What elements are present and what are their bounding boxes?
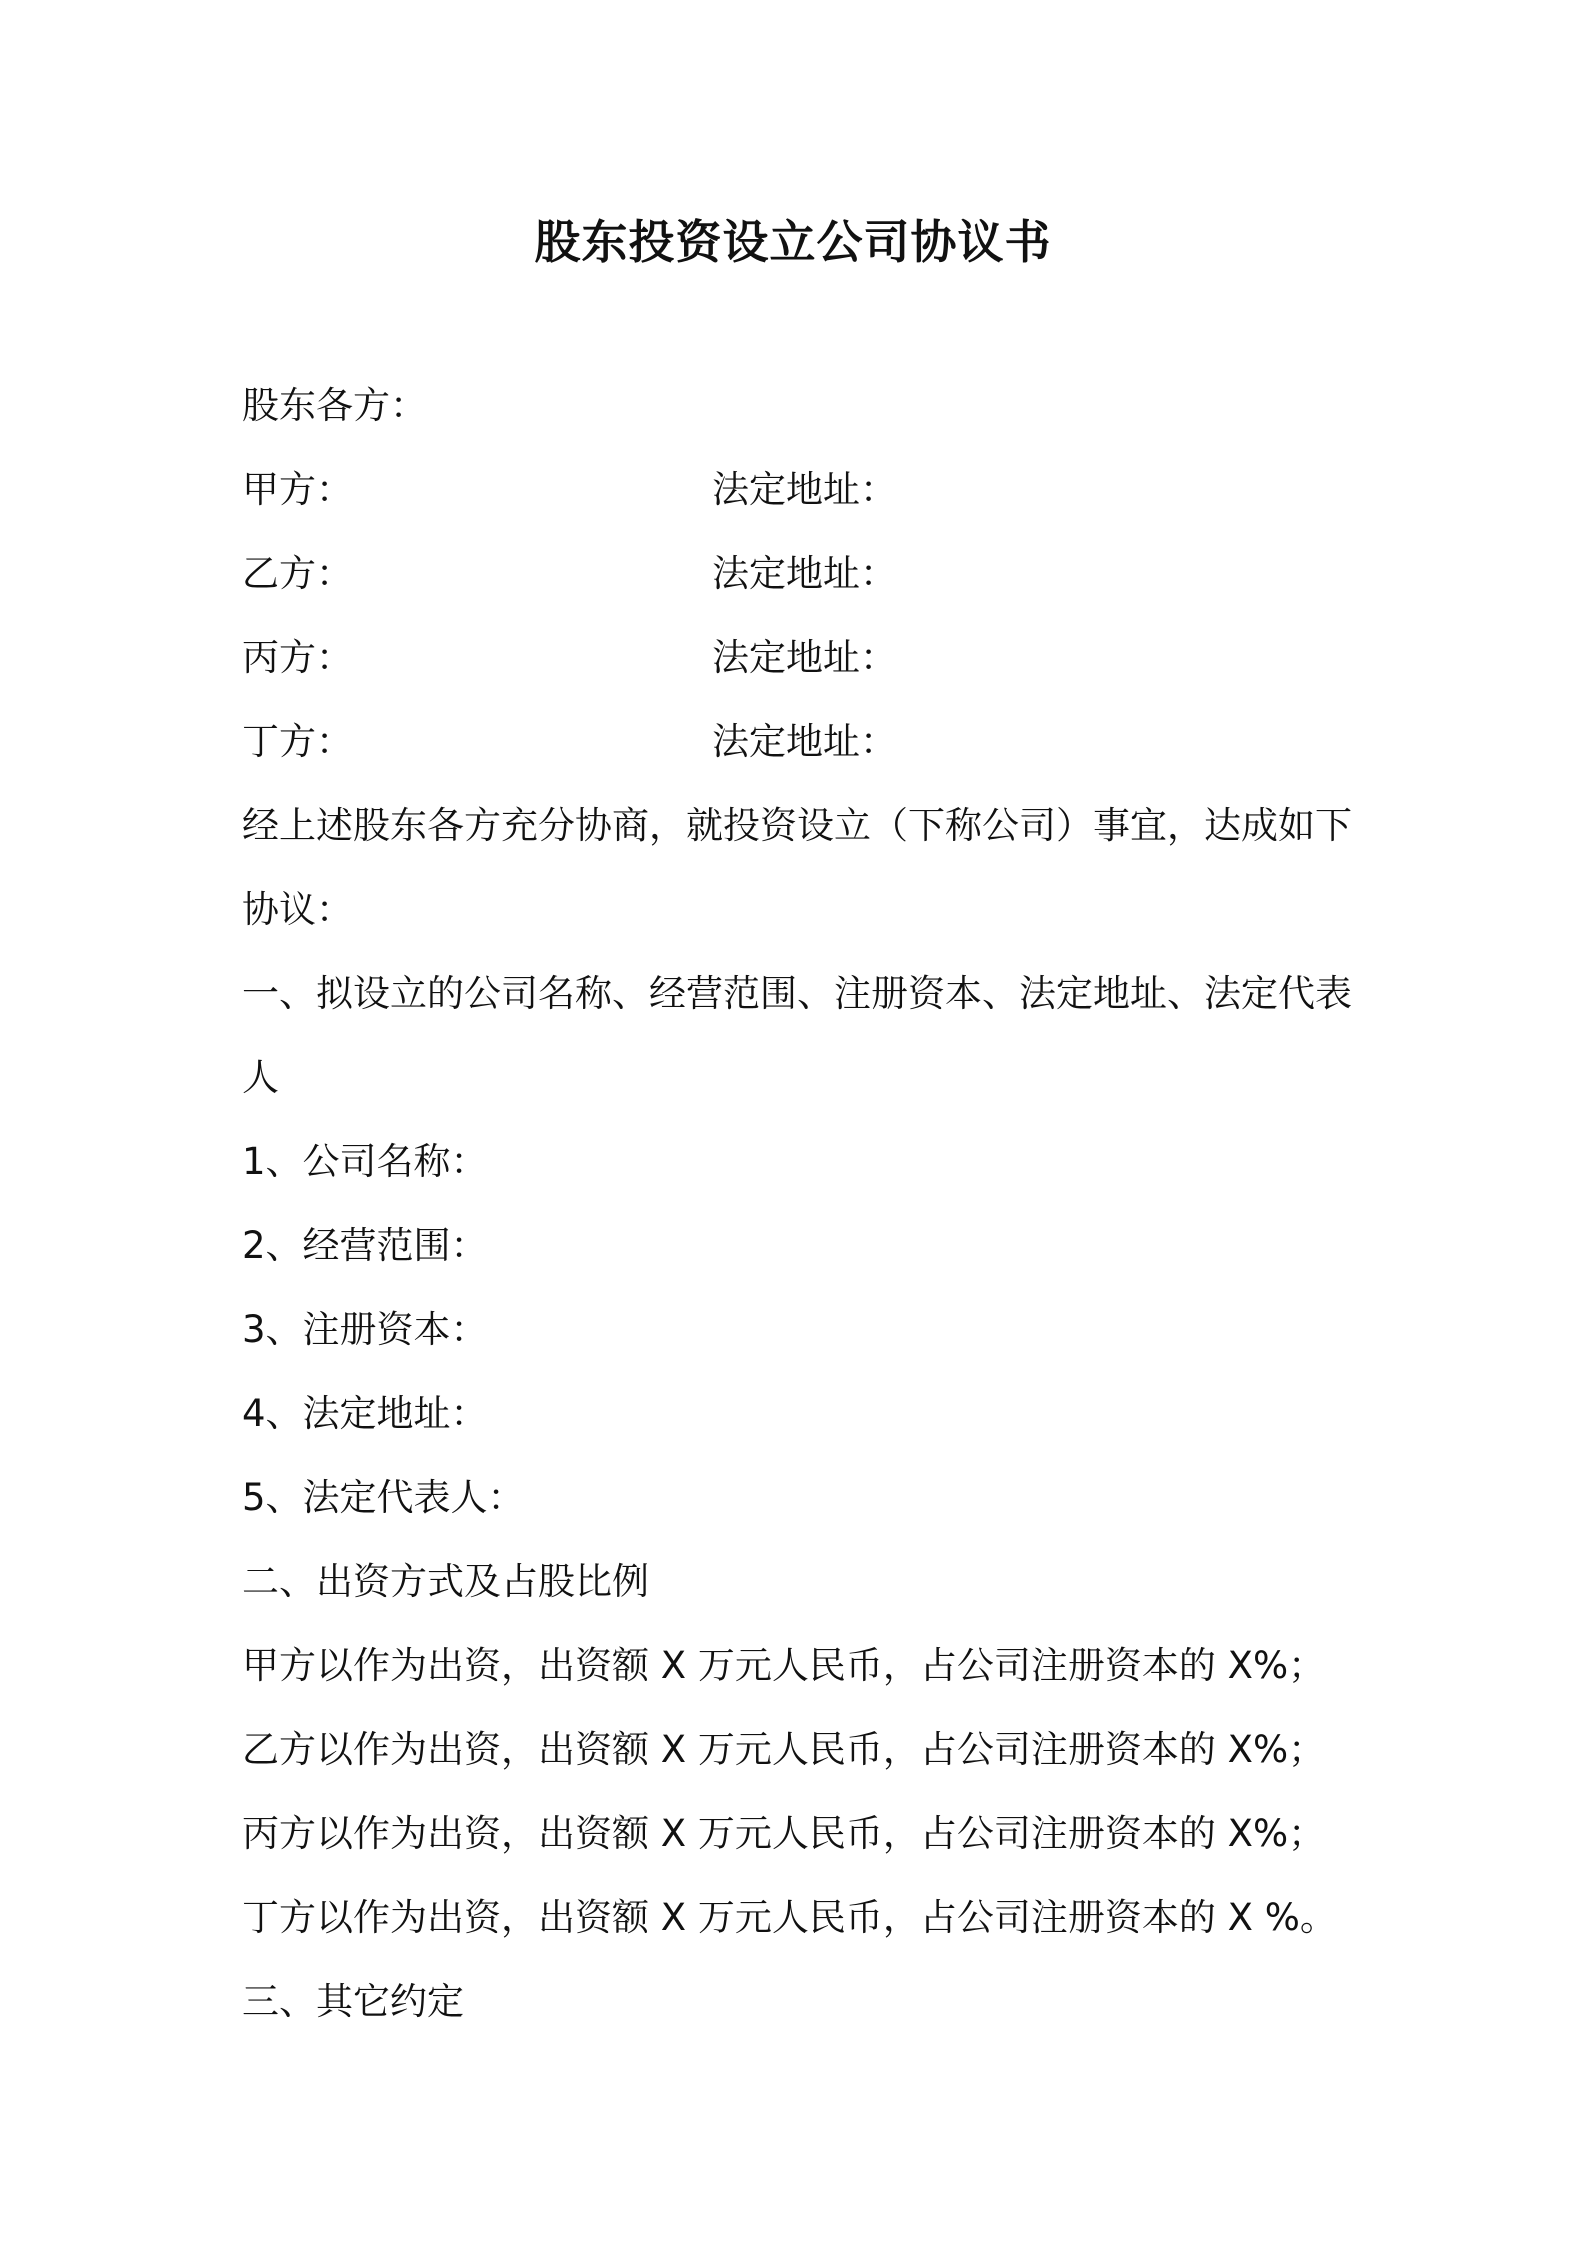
- party-label: 乙方：: [242, 552, 353, 595]
- party-row-a: [242, 448, 1362, 532]
- party-address-label: 法定地址：: [712, 552, 897, 595]
- document-title: 股东投资设立公司协议书: [534, 215, 1052, 269]
- party-label: 丁方：: [242, 720, 353, 763]
- contribution-line: 丙方以作为出资，出资额 X 万元人民币，占公司注册资本的 X%；: [242, 1812, 1326, 1855]
- section3-heading: 三、其它约定: [242, 1980, 464, 2023]
- party-address-label: 法定地址：: [712, 468, 897, 511]
- section1-item: 3、注册资本：: [242, 1308, 488, 1351]
- section1-item: 4、法定地址：: [242, 1392, 488, 1435]
- party-row-c: [242, 616, 1362, 700]
- preamble-line: 经上述股东各方充分协商，就投资设立（下称公司）事宜，达成如下: [242, 804, 1352, 847]
- party-label: 丙方：: [242, 636, 353, 679]
- party-row-b: [242, 532, 1362, 616]
- section2-heading: 二、出资方式及占股比例: [242, 1560, 649, 1603]
- party-label: 甲方：: [242, 468, 353, 511]
- party-address-label: 法定地址：: [712, 720, 897, 763]
- contribution-line: 乙方以作为出资，出资额 X 万元人民币，占公司注册资本的 X%；: [242, 1728, 1326, 1771]
- party-row-d: [242, 700, 1362, 784]
- section1-item: 1、公司名称：: [242, 1140, 488, 1183]
- section1-heading: 人: [242, 1056, 279, 1099]
- contribution-line: 甲方以作为出资，出资额 X 万元人民币，占公司注册资本的 X%；: [242, 1644, 1326, 1687]
- party-address-label: 法定地址：: [712, 636, 897, 679]
- section1-heading: 一、拟设立的公司名称、经营范围、注册资本、法定地址、法定代表: [242, 972, 1352, 1015]
- contribution-line: 丁方以作为出资，出资额 X 万元人民币，占公司注册资本的 X %。: [242, 1896, 1337, 1939]
- section1-item: 2、经营范围：: [242, 1224, 488, 1267]
- section1-item: 5、法定代表人：: [242, 1476, 525, 1519]
- parties-intro: 股东各方：: [242, 384, 427, 427]
- document-body: [242, 364, 1362, 2044]
- preamble-line: 协议：: [242, 888, 353, 931]
